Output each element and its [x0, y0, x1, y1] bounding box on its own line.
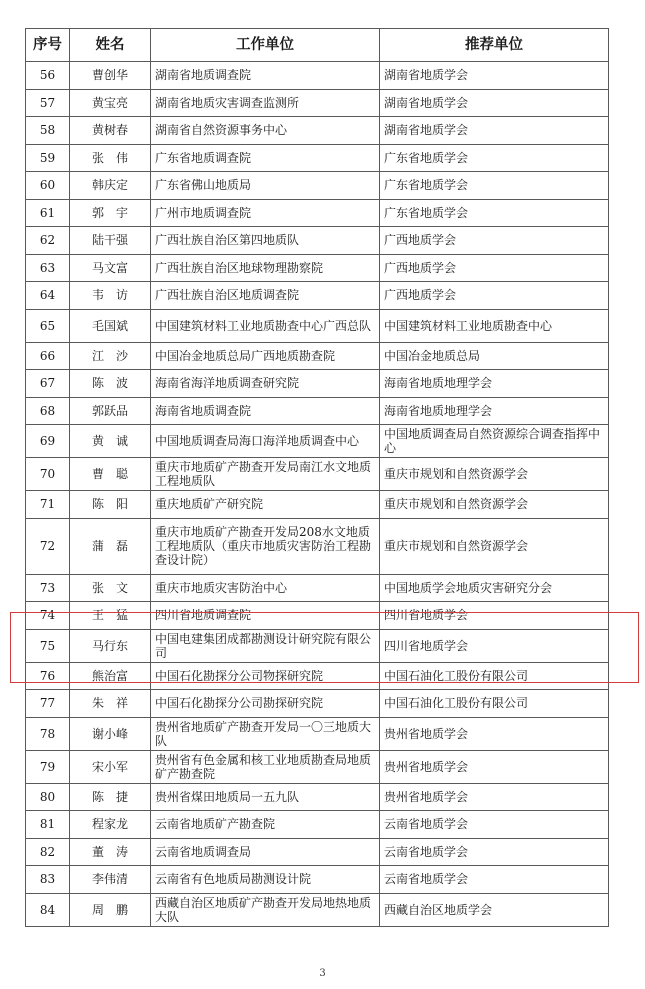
work-unit-cell: 重庆市地质灾害防治中心 [151, 574, 380, 602]
row-number-cell: 78 [26, 717, 70, 750]
work-unit-cell: 重庆市地质矿产勘查开发局南江水文地质工程地质队 [151, 458, 380, 491]
work-unit-cell: 重庆地质矿产研究院 [151, 491, 380, 519]
recommending-unit-cell: 云南省地质学会 [380, 866, 609, 894]
work-unit-cell: 广州市地质调查院 [151, 199, 380, 227]
work-unit-cell: 广西壮族自治区地球物理勘察院 [151, 254, 380, 282]
row-number-cell: 69 [26, 425, 70, 458]
person-name-cell: 黄宝亮 [70, 89, 151, 117]
row-number-cell: 61 [26, 199, 70, 227]
row-number-cell: 59 [26, 144, 70, 172]
work-unit-cell: 云南省地质矿产勘查院 [151, 811, 380, 839]
table-row [26, 254, 609, 282]
work-unit-cell: 海南省海洋地质调查研究院 [151, 370, 380, 398]
person-name-cell: 韩庆定 [70, 172, 151, 200]
recommending-unit-cell: 湖南省地质学会 [380, 89, 609, 117]
row-number-cell: 76 [26, 662, 70, 690]
table-row [26, 690, 609, 718]
row-number-cell: 79 [26, 750, 70, 783]
table-row [26, 838, 609, 866]
row-number-cell: 83 [26, 866, 70, 894]
person-name-cell: 董 涛 [70, 838, 151, 866]
person-name-cell: 曹 聪 [70, 458, 151, 491]
table-row [26, 662, 609, 690]
work-unit-cell: 广西壮族自治区第四地质队 [151, 227, 380, 255]
recommending-unit-cell: 中国石油化工股份有限公司 [380, 690, 609, 718]
work-unit-cell: 西藏自治区地质矿产勘查开发局地热地质大队 [151, 893, 380, 926]
recommending-unit-cell: 重庆市规划和自然资源学会 [380, 458, 609, 491]
table-header-row [26, 29, 609, 62]
table-body [26, 62, 609, 927]
person-name-cell: 陈 捷 [70, 783, 151, 811]
person-name-cell: 马行东 [70, 629, 151, 662]
table-row [26, 370, 609, 398]
work-unit-cell: 湖南省自然资源事务中心 [151, 117, 380, 145]
recommending-unit-cell: 中国石油化工股份有限公司 [380, 662, 609, 690]
row-number-cell: 60 [26, 172, 70, 200]
table-row [26, 602, 609, 630]
person-name-cell: 程家龙 [70, 811, 151, 839]
recommending-unit-cell: 云南省地质学会 [380, 838, 609, 866]
table-row [26, 117, 609, 145]
table-row [26, 574, 609, 602]
row-number-cell: 84 [26, 893, 70, 926]
table-row [26, 62, 609, 90]
row-number-cell: 67 [26, 370, 70, 398]
table-row [26, 750, 609, 783]
person-name-cell: 陈 波 [70, 370, 151, 398]
table-row [26, 866, 609, 894]
work-unit-cell: 云南省有色地质局勘测设计院 [151, 866, 380, 894]
work-unit-cell: 广东省佛山地质局 [151, 172, 380, 200]
work-unit-cell: 云南省地质调查局 [151, 838, 380, 866]
recommending-unit-cell: 广西地质学会 [380, 282, 609, 310]
work-unit-cell: 四川省地质调查院 [151, 602, 380, 630]
header-number: 序号 [26, 29, 70, 62]
work-unit-cell: 贵州省煤田地质局一五九队 [151, 783, 380, 811]
recommending-unit-cell: 广西地质学会 [380, 254, 609, 282]
person-name-cell: 黄树春 [70, 117, 151, 145]
table-row [26, 397, 609, 425]
row-number-cell: 58 [26, 117, 70, 145]
work-unit-cell: 海南省地质调查院 [151, 397, 380, 425]
recommending-unit-cell: 中国建筑材料工业地质勘查中心 [380, 309, 609, 342]
row-number-cell: 75 [26, 629, 70, 662]
row-number-cell: 71 [26, 491, 70, 519]
person-name-cell: 曹创华 [70, 62, 151, 90]
recommending-unit-cell: 湖南省地质学会 [380, 117, 609, 145]
person-name-cell: 朱 祥 [70, 690, 151, 718]
table-row [26, 458, 609, 491]
table-row [26, 309, 609, 342]
table-row [26, 491, 609, 519]
recommending-unit-cell: 贵州省地质学会 [380, 717, 609, 750]
recommending-unit-cell: 广西地质学会 [380, 227, 609, 255]
person-name-cell: 黄 诚 [70, 425, 151, 458]
work-unit-cell: 广东省地质调查院 [151, 144, 380, 172]
row-number-cell: 62 [26, 227, 70, 255]
person-name-cell: 陈 阳 [70, 491, 151, 519]
header-work-unit: 工作单位 [151, 29, 380, 62]
header-recommending-unit: 推荐单位 [380, 29, 609, 62]
row-number-cell: 68 [26, 397, 70, 425]
recommending-unit-cell: 海南省地质地理学会 [380, 397, 609, 425]
work-unit-cell: 湖南省地质调查院 [151, 62, 380, 90]
work-unit-cell: 中国石化勘探分公司勘探研究院 [151, 690, 380, 718]
person-name-cell: 蒲 磊 [70, 518, 151, 574]
table-row [26, 172, 609, 200]
person-name-cell: 毛国斌 [70, 309, 151, 342]
recommending-unit-cell: 重庆市规划和自然资源学会 [380, 491, 609, 519]
person-name-cell: 郭跃品 [70, 397, 151, 425]
table-row [26, 425, 609, 458]
row-number-cell: 65 [26, 309, 70, 342]
recommending-unit-cell: 西藏自治区地质学会 [380, 893, 609, 926]
person-name-cell: 李伟清 [70, 866, 151, 894]
recommending-unit-cell: 重庆市规划和自然资源学会 [380, 518, 609, 574]
work-unit-cell: 中国建筑材料工业地质勘查中心广西总队 [151, 309, 380, 342]
table-row [26, 282, 609, 310]
table-row [26, 199, 609, 227]
person-name-cell: 马文富 [70, 254, 151, 282]
person-name-cell: 韦 访 [70, 282, 151, 310]
row-number-cell: 77 [26, 690, 70, 718]
recommending-unit-cell: 贵州省地质学会 [380, 750, 609, 783]
table-row [26, 783, 609, 811]
work-unit-cell: 中国地质调查局海口海洋地质调查中心 [151, 425, 380, 458]
page-number: 3 [319, 968, 326, 979]
work-unit-cell: 湖南省地质灾害调查监测所 [151, 89, 380, 117]
person-name-cell: 王 猛 [70, 602, 151, 630]
table-row [26, 629, 609, 662]
table-row [26, 893, 609, 926]
header-name: 姓名 [70, 29, 151, 62]
person-name-cell: 熊治富 [70, 662, 151, 690]
work-unit-cell: 贵州省地质矿产勘查开发局一〇三地质大队 [151, 717, 380, 750]
row-number-cell: 66 [26, 342, 70, 370]
person-name-cell: 张 伟 [70, 144, 151, 172]
person-name-cell: 周 鹏 [70, 893, 151, 926]
row-number-cell: 64 [26, 282, 70, 310]
work-unit-cell: 中国冶金地质总局广西地质勘查院 [151, 342, 380, 370]
person-name-cell: 张 文 [70, 574, 151, 602]
person-name-cell: 谢小峰 [70, 717, 151, 750]
table-row [26, 518, 609, 574]
work-unit-cell: 中国电建集团成都勘测设计研究院有限公司 [151, 629, 380, 662]
table-row [26, 144, 609, 172]
row-number-cell: 82 [26, 838, 70, 866]
person-name-cell: 郭 宇 [70, 199, 151, 227]
recommending-unit-cell: 四川省地质学会 [380, 629, 609, 662]
recommending-unit-cell: 贵州省地质学会 [380, 783, 609, 811]
recommending-unit-cell: 广东省地质学会 [380, 172, 609, 200]
roster-table [25, 28, 609, 927]
person-name-cell: 江 沙 [70, 342, 151, 370]
row-number-cell: 70 [26, 458, 70, 491]
row-number-cell: 56 [26, 62, 70, 90]
recommending-unit-cell: 湖南省地质学会 [380, 62, 609, 90]
recommending-unit-cell: 云南省地质学会 [380, 811, 609, 839]
recommending-unit-cell: 中国冶金地质总局 [380, 342, 609, 370]
table-row [26, 89, 609, 117]
row-number-cell: 74 [26, 602, 70, 630]
table-row [26, 717, 609, 750]
recommending-unit-cell: 广东省地质学会 [380, 144, 609, 172]
table-row [26, 811, 609, 839]
row-number-cell: 57 [26, 89, 70, 117]
recommending-unit-cell: 中国地质调查局自然资源综合调查指挥中心 [380, 425, 609, 458]
person-name-cell: 陆干强 [70, 227, 151, 255]
work-unit-cell: 重庆市地质矿产勘查开发局208水文地质工程地质队（重庆市地质灾害防治工程勘查设计院） [151, 518, 380, 574]
recommending-unit-cell: 海南省地质地理学会 [380, 370, 609, 398]
row-number-cell: 63 [26, 254, 70, 282]
recommending-unit-cell: 广东省地质学会 [380, 199, 609, 227]
table-row [26, 227, 609, 255]
recommending-unit-cell: 中国地质学会地质灾害研究分会 [380, 574, 609, 602]
row-number-cell: 73 [26, 574, 70, 602]
person-name-cell: 宋小军 [70, 750, 151, 783]
row-number-cell: 81 [26, 811, 70, 839]
row-number-cell: 72 [26, 518, 70, 574]
table-row [26, 342, 609, 370]
work-unit-cell: 中国石化勘探分公司物探研究院 [151, 662, 380, 690]
work-unit-cell: 广西壮族自治区地质调查院 [151, 282, 380, 310]
row-number-cell: 80 [26, 783, 70, 811]
work-unit-cell: 贵州省有色金属和核工业地质勘查局地质矿产勘查院 [151, 750, 380, 783]
recommending-unit-cell: 四川省地质学会 [380, 602, 609, 630]
